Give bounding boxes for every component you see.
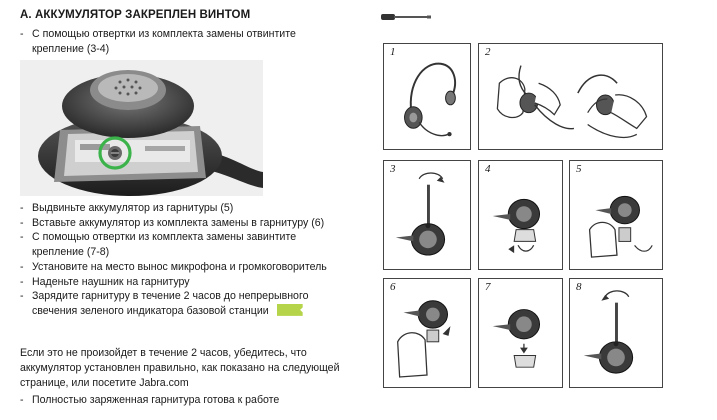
list-item: - Наденьте наушник на гарнитуру	[20, 275, 350, 290]
green-led-icon	[277, 304, 303, 316]
panel-number: 8	[576, 281, 582, 293]
list-item: - Выдвиньте аккумулятор из гарнитуры (5)	[20, 201, 350, 216]
screwdriver-icon	[381, 11, 431, 23]
remove-cover-drawing	[479, 161, 562, 269]
list-item: - С помощью отвертки из комплекта замены отвинтите крепление (3-4)	[20, 27, 340, 56]
note-paragraph: Если это не произойдет в течение 2 часов, убедитесь, что аккумулятор установлен правильно, как показано на следующей странице, или посетите Jabra.com	[20, 347, 340, 390]
illustration-panel-6	[383, 278, 471, 388]
intro-list	[20, 27, 340, 56]
list-item: - Полностью заряженная гарнитура готова к работе	[20, 393, 350, 407]
steps-list	[20, 201, 350, 319]
slide-battery-drawing	[570, 161, 662, 269]
headset-photo-image	[20, 60, 263, 196]
list-item: - С помощью отвертки из комплекта замены завинтите крепление (7-8)	[20, 230, 350, 259]
section-heading: A. АККУМУЛЯТОР ЗАКРЕПЛЕН ВИНТОМ	[20, 9, 251, 21]
panel-number: 2	[485, 46, 491, 58]
panel-number: 6	[390, 281, 396, 293]
panel-number: 3	[390, 163, 396, 175]
headset-photo	[20, 60, 263, 196]
panel-number: 4	[485, 163, 491, 175]
attach-cover-drawing	[479, 279, 562, 387]
headset-drawing	[384, 44, 470, 149]
panel-number: 7	[485, 281, 491, 293]
list-item: - Вставьте аккумулятор из комплекта замены в гарнитуру (6)	[20, 216, 350, 231]
list-item	[20, 289, 350, 318]
panel-number: 1	[390, 46, 396, 58]
illustration-panel-4	[478, 160, 563, 270]
illustration-panel-1	[383, 43, 471, 150]
illustration-panel-2	[478, 43, 663, 150]
panel-number: 5	[576, 163, 582, 175]
unscrew-drawing	[384, 161, 470, 269]
insert-battery-drawing	[384, 279, 470, 387]
list-item: - Установите на место вынос микрофона и громкоговоритель	[20, 260, 350, 275]
screw-in-drawing	[570, 279, 662, 387]
illustration-panel-8	[569, 278, 663, 388]
illustration-panel-3	[383, 160, 471, 270]
illustration-panel-7	[478, 278, 563, 388]
headset-disassembly-drawing	[479, 44, 662, 149]
illustration-panel-5	[569, 160, 663, 270]
final-list	[20, 393, 350, 407]
list-item-text: Зарядите гарнитуру в течение 2 часов до непрерывного свечения зеленого индикатора базовой станции	[32, 290, 309, 317]
